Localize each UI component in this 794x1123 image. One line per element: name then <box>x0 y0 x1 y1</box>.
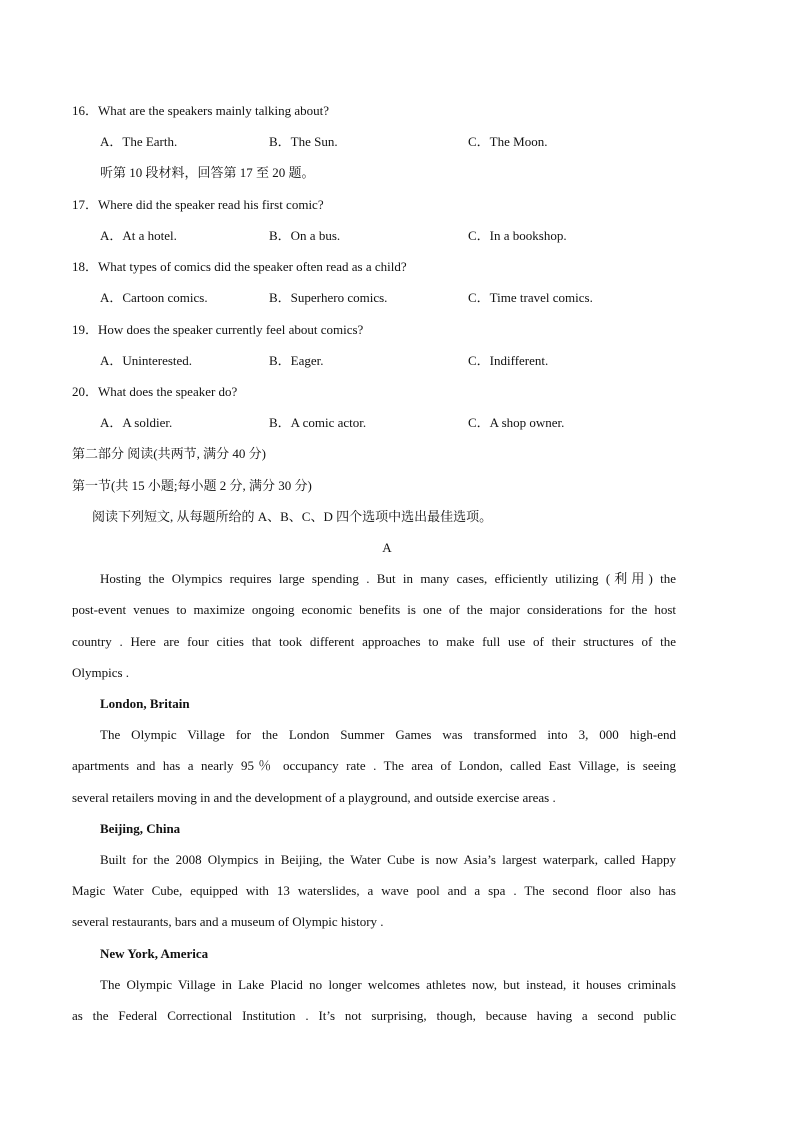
question-17-option-c[interactable]: C．In a bookshop. <box>468 228 567 243</box>
section-heading-london: London, Britain <box>100 696 190 711</box>
question-20-option-a[interactable]: A．A soldier. <box>100 415 173 430</box>
question-20-option-b[interactable]: B．A comic actor. <box>269 415 367 430</box>
question-20-option-c[interactable]: C．A shop owner. <box>468 415 565 430</box>
newyork-line: as the Federal Correctional Institution . It’s not surprising, though, because having a second public <box>72 1008 676 1023</box>
section-one-heading: 第一节(共 15 小题;每小题 2 分, 满分 30 分) <box>72 478 312 493</box>
question-16-option-a[interactable]: A．The Earth. <box>100 134 178 149</box>
beijing-line: several restaurants, bars and a museum of Olympic history . <box>72 914 384 929</box>
section-heading-newyork: New York, America <box>100 946 209 961</box>
part-two-heading: 第二部分 阅读(共两节, 满分 40 分) <box>72 446 266 461</box>
question-18-option-c[interactable]: C．Time travel comics. <box>468 290 593 305</box>
beijing-line: Built for the 2008 Olympics in Beijing, the Water Cube is now Asia’s largest waterpark, called Happy <box>100 852 676 867</box>
question-17-option-b[interactable]: B．On a bus. <box>269 228 341 243</box>
question-18-option-a[interactable]: A．Cartoon comics. <box>100 290 208 305</box>
question-18-stem: 18．What types of comics did the speaker often read as a child? <box>72 259 407 274</box>
question-19-option-b[interactable]: B．Eager. <box>269 353 324 368</box>
question-19-option-a[interactable]: A．Uninterested. <box>100 353 193 368</box>
question-17-option-a[interactable]: A．At a hotel. <box>100 228 177 243</box>
intro-line: country . Here are four cities that took different approaches to make full use of their structures of the <box>72 634 676 649</box>
question-19-option-c[interactable]: C．Indifferent. <box>468 353 549 368</box>
passage-label: A <box>382 540 392 555</box>
question-18-option-b[interactable]: B．Superhero comics. <box>269 290 388 305</box>
question-16-option-b[interactable]: B．The Sun. <box>269 134 338 149</box>
london-line: The Olympic Village for the London Summer Games was transformed into 3, 000 high-end <box>100 727 676 742</box>
intro-line: post-event venues to maximize ongoing economic benefits is one of the major considerations for the host <box>72 602 676 617</box>
intro-line: Hosting the Olympics requires large spending . But in many cases, efficiently utilizing (利用) the <box>100 571 676 586</box>
london-line: several retailers moving in and the development of a playground, and outside exercise areas . <box>72 790 556 805</box>
newyork-line: The Olympic Village in Lake Placid no longer welcomes athletes now, but instead, it houses criminals <box>100 977 676 992</box>
section-heading-beijing: Beijing, China <box>100 821 181 836</box>
listening-instruction-10: 听第 10 段材料，回答第 17 至 20 题。 <box>100 165 315 180</box>
london-line: apartments and has a nearly 95％ occupancy rate . The area of London, called East Village, is seeing <box>72 758 676 773</box>
question-16-stem: 16．What are the speakers mainly talking about? <box>72 103 330 118</box>
question-17-stem: 17．Where did the speaker read his first comic? <box>72 197 324 212</box>
beijing-line: Magic Water Cube, equipped with 13 waterslides, a wave pool and a spa . The second floor also has <box>72 883 676 898</box>
question-19-stem: 19．How does the speaker currently feel about comics? <box>72 322 364 337</box>
question-20-stem: 20．What does the speaker do? <box>72 384 238 399</box>
reading-instruction: 阅读下列短文, 从每题所给的 A、B、C、D 四个选项中选出最佳选项。 <box>92 509 493 524</box>
question-16-option-c[interactable]: C．The Moon. <box>468 134 548 149</box>
intro-line: Olympics . <box>72 665 130 680</box>
